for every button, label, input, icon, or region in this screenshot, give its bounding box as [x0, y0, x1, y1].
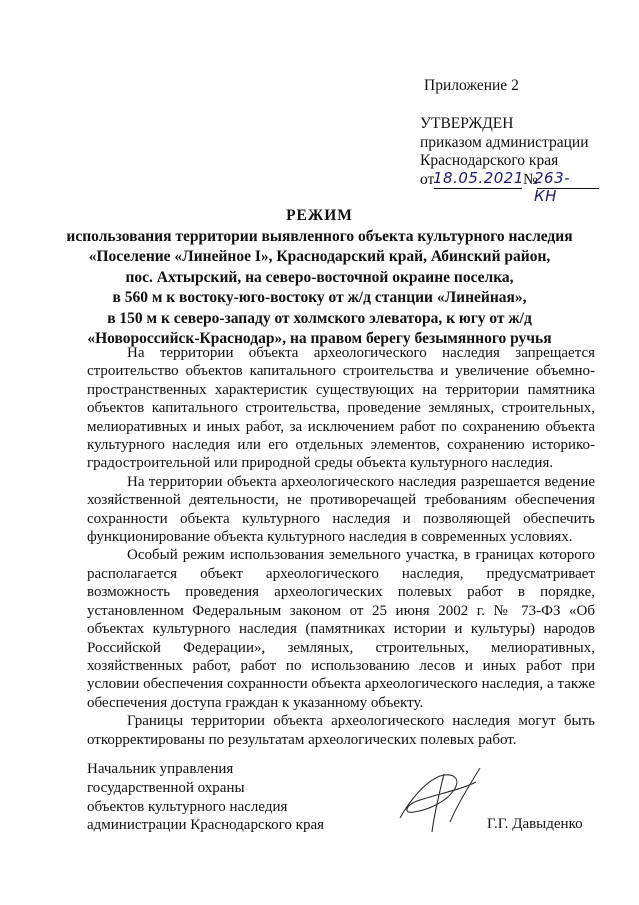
document-body	[87, 344, 595, 749]
date-underline	[434, 188, 522, 189]
position-line: администрации Краснодарского края	[87, 817, 325, 834]
approved-label: УТВЕРЖДЕН	[420, 115, 514, 132]
paragraph-prohibitions: На территории объекта археологического наследия запрещается строительство объектов капитального строительства и увеличение объемно-пространственных характеристик существующих на территории памятника объектов капитального строительства, проведение земляных, строительных, мелиоративных и иных работ, за исключением работ по сохранению объекта культурного наследия или его отдельных элементов, сохранению историко-градостроительной или природной среды объекта культурного наследия.	[87, 345, 595, 472]
title-line: в 150 м к северо-западу от холмского элеватора, к югу от ж/д	[107, 309, 532, 327]
document-title	[0, 206, 639, 350]
signatory-position	[87, 760, 324, 835]
signatory-name: Г.Г. Давыденко	[487, 816, 583, 832]
title-line: в 560 м к востоку-юго-востоку от ж/д станции «Линейная»,	[112, 289, 527, 306]
title-line: «Новороссийск-Краснодар», на правом берегу безымянного ручья	[87, 330, 552, 347]
title-line: «Поселение «Линейное I», Краснодарский край, Абинский район,	[88, 248, 551, 265]
handwritten-number: 263-КН	[534, 168, 571, 205]
order-line-2: Краснодарского края	[420, 152, 559, 169]
paragraph-boundaries: Границы территории объекта археологического наследия могут быть откорректированы по результатам археологических полевых работ.	[87, 713, 595, 748]
handwritten-signature	[380, 760, 490, 840]
paragraph-permissions: На территории объекта археологического наследия разрешается ведение хозяйственной деятельности, не противоречащей требованиям обеспечения сохранности объекта культурного наследия и позволяющей обеспечить функционирование объекта культурного наследия в современных условиях.	[87, 473, 595, 546]
position-line: государственной охраны	[87, 779, 245, 796]
title-heading: РЕЖИМ	[286, 207, 353, 224]
approval-block	[420, 115, 589, 205]
title-line: использования территории выявленного объекта культурного наследия	[66, 227, 573, 245]
position-line: объектов культурного наследия	[87, 798, 288, 815]
position-line: Начальник управления	[87, 761, 234, 777]
appendix-label: Приложение 2	[424, 77, 519, 94]
order-line-1: приказом администрации	[420, 133, 589, 151]
number-label: №	[523, 170, 538, 188]
date-prefix: от	[420, 170, 435, 188]
handwritten-date: 18.05.2021	[433, 168, 524, 187]
title-line: пос. Ахтырский, на северо-восточной окраине поселка,	[125, 268, 514, 286]
paragraph-special-regime: Особый режим использования земельного участка, в границах которого располагается объект археологического наследия, предусматривает возможность проведения археологических полевых работ в порядке, установленном Федеральным законом от 25 июня 2002 г. № 73-ФЗ «Об объектах культурного наследия (памятниках истории и культуры) народов Российской Федерации», земляных, строительных, мелиоративных, хозяйственных работ, работ по использованию лесов и иных работ при условии обеспечения сохранности объекта археологического наследия, а также обеспечения доступа граждан к указанному объекту.	[87, 547, 595, 711]
order-date-number	[420, 168, 589, 205]
